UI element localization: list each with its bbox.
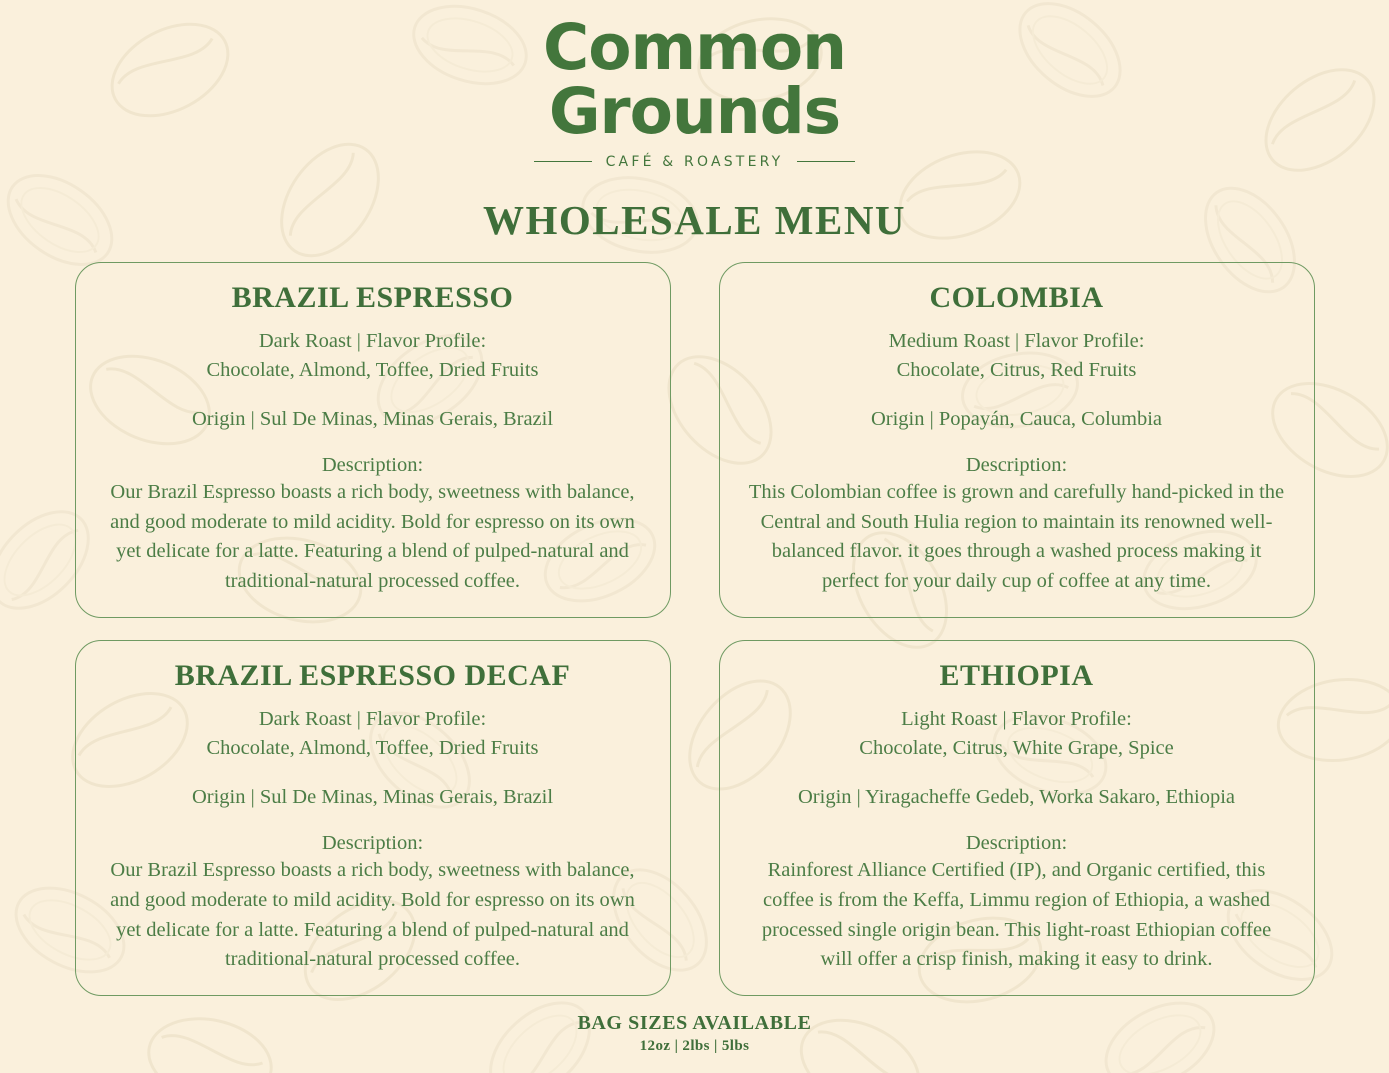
product-description: Our Brazil Espresso boasts a rich body, sweetness with balance, and good moderate to mild acidity. Bold for espresso on its own yet delicate for a latte. Featuring a blend of pulped-natural and traditional-natural processed coffee. (110, 859, 635, 971)
product-description-label: Description: (321, 454, 424, 477)
product-origin: Origin | Sul De Minas, Minas Gerais, Brazil (191, 786, 554, 809)
product-description-label: Description: (321, 832, 424, 855)
product-description: Our Brazil Espresso boasts a rich body, sweetness with balance, and good moderate to mild acidity. Bold for espresso on its own yet delicate for a latte. Featuring a blend of pulped-natural and traditional-natural processed coffee. (110, 481, 635, 593)
product-description-label: Description: (965, 832, 1068, 855)
product-card-brazil-espresso (75, 262, 671, 618)
product-origin: Origin | Sul De Minas, Minas Gerais, Brazil (191, 407, 554, 430)
product-flavors: Chocolate, Citrus, White Grape, Spice (859, 737, 1174, 759)
product-roast-flavor: Medium Roast | Flavor Profile: (888, 329, 1145, 352)
bag-sizes-values: 12oz | 2lbs | 5lbs (639, 1038, 750, 1055)
product-name: BRAZIL ESPRESSO (231, 280, 514, 314)
menu-header (0, 0, 1389, 244)
product-origin: Origin | Yiragacheffe Gedeb, Worka Sakaro, Ethiopia (798, 786, 1235, 809)
product-flavors: Chocolate, Citrus, Red Fruits (896, 358, 1137, 381)
product-roast-flavor: Dark Roast | Flavor Profile: (258, 329, 487, 352)
brand-logo-line-2: Grounds (548, 74, 841, 148)
product-card-ethiopia (719, 640, 1315, 996)
tagline-text: CAFÉ & ROASTERY (605, 153, 784, 170)
brand-tagline (0, 154, 1389, 170)
bag-sizes-title: BAG SIZES AVAILABLE (577, 1012, 812, 1035)
brand-logo-line-1: Common (543, 11, 846, 84)
product-name: COLOMBIA (929, 280, 1104, 314)
product-card-grid (75, 262, 1315, 996)
spacer (102, 763, 644, 783)
product-description: Rainforest Alliance Certified (IP), and Organic certified, this coffee is from the Keffa, Limmu region of Ethiopia, a washed processed single origin bean. This light-roast Ethiopian coffee will offer a crisp finish, making it easy to drink. (761, 859, 1272, 971)
spacer (746, 812, 1288, 832)
product-card-colombia (719, 262, 1315, 618)
tagline-rule-right (797, 161, 855, 163)
spacer (102, 385, 644, 405)
menu-footer (0, 1012, 1389, 1055)
tagline-rule-left (534, 161, 592, 163)
page-title: WHOLESALE MENU (482, 196, 907, 243)
product-roast-flavor: Light Roast | Flavor Profile: (901, 707, 1132, 730)
product-name: BRAZIL ESPRESSO DECAF (174, 658, 571, 692)
product-description: This Colombian coffee is grown and carefully hand-picked in the Central and South Hulia region to maintain its renowned well-balanced flavor. it goes through a washed process making it perfect for your daily cup of coffee at any time. (748, 481, 1285, 593)
product-origin: Origin | Popayán, Cauca, Columbia (870, 407, 1163, 430)
product-flavors: Chocolate, Almond, Toffee, Dried Fruits (206, 737, 539, 759)
spacer (102, 812, 644, 832)
product-name: ETHIOPIA (939, 658, 1094, 692)
product-card-brazil-espresso-decaf (75, 640, 671, 996)
spacer (746, 385, 1288, 405)
product-roast-flavor: Dark Roast | Flavor Profile: (258, 707, 487, 730)
spacer (102, 434, 644, 454)
product-description-label: Description: (965, 454, 1068, 477)
spacer (746, 763, 1288, 783)
spacer (746, 434, 1288, 454)
product-flavors: Chocolate, Almond, Toffee, Dried Fruits (206, 358, 539, 381)
